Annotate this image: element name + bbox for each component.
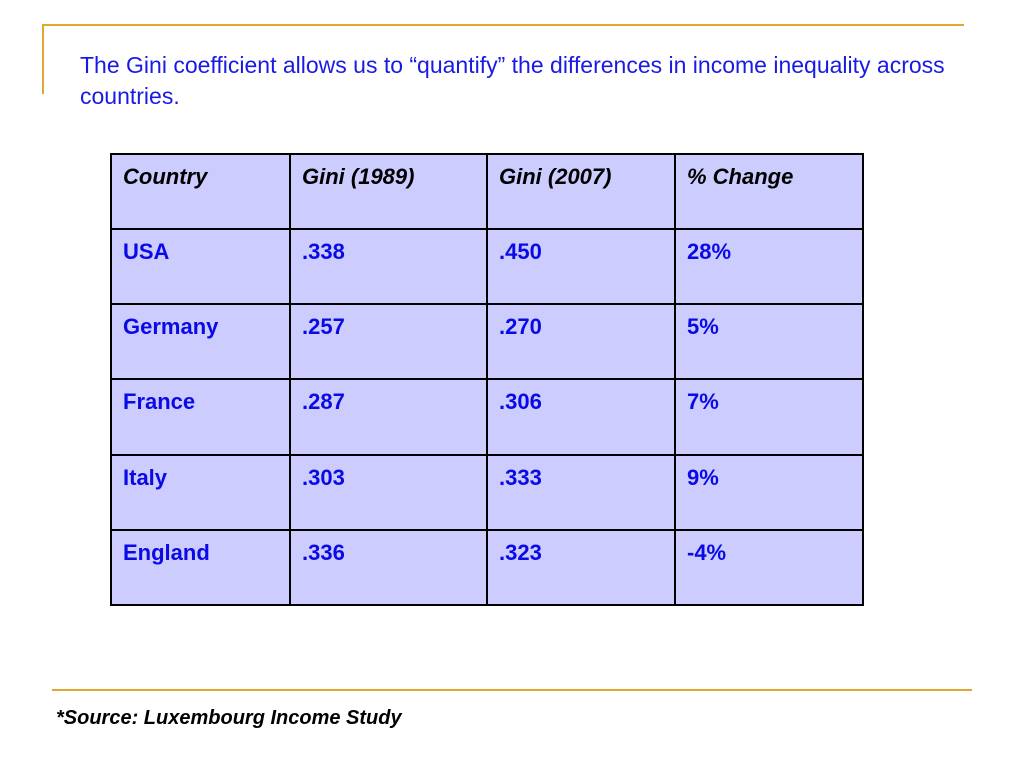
table-row xyxy=(111,455,863,530)
cell-gini-1989: .287 xyxy=(290,379,487,454)
slide-title: The Gini coefficient allows us to “quantify” the differences in income inequality across countries. xyxy=(80,52,945,109)
top-accent-line xyxy=(42,24,964,26)
cell-gini-2007: .270 xyxy=(487,304,675,379)
table-row xyxy=(111,379,863,454)
cell-country: USA xyxy=(111,229,290,304)
cell-country: France xyxy=(111,379,290,454)
cell-gini-1989: .338 xyxy=(290,229,487,304)
cell-gini-1989: .257 xyxy=(290,304,487,379)
header-gini-1989: Gini (1989) xyxy=(290,154,487,229)
cell-gini-2007: .323 xyxy=(487,530,675,605)
table-row xyxy=(111,229,863,304)
cell-percent-change: -4% xyxy=(675,530,863,605)
cell-gini-1989: .336 xyxy=(290,530,487,605)
cell-country: Italy xyxy=(111,455,290,530)
table-header-row xyxy=(111,154,863,229)
table-row xyxy=(111,304,863,379)
gini-table xyxy=(110,153,864,606)
cell-country: England xyxy=(111,530,290,605)
left-accent-line xyxy=(42,24,44,94)
cell-percent-change: 9% xyxy=(675,455,863,530)
cell-percent-change: 5% xyxy=(675,304,863,379)
cell-gini-1989: .303 xyxy=(290,455,487,530)
cell-country: Germany xyxy=(111,304,290,379)
header-percent-change: % Change xyxy=(675,154,863,229)
header-country: Country xyxy=(111,154,290,229)
cell-gini-2007: .306 xyxy=(487,379,675,454)
source-note: *Source: Luxembourg Income Study xyxy=(56,707,402,729)
cell-gini-2007: .450 xyxy=(487,229,675,304)
cell-percent-change: 7% xyxy=(675,379,863,454)
table-row xyxy=(111,530,863,605)
cell-percent-change: 28% xyxy=(675,229,863,304)
cell-gini-2007: .333 xyxy=(487,455,675,530)
bottom-divider-line xyxy=(52,689,972,691)
header-gini-2007: Gini (2007) xyxy=(487,154,675,229)
